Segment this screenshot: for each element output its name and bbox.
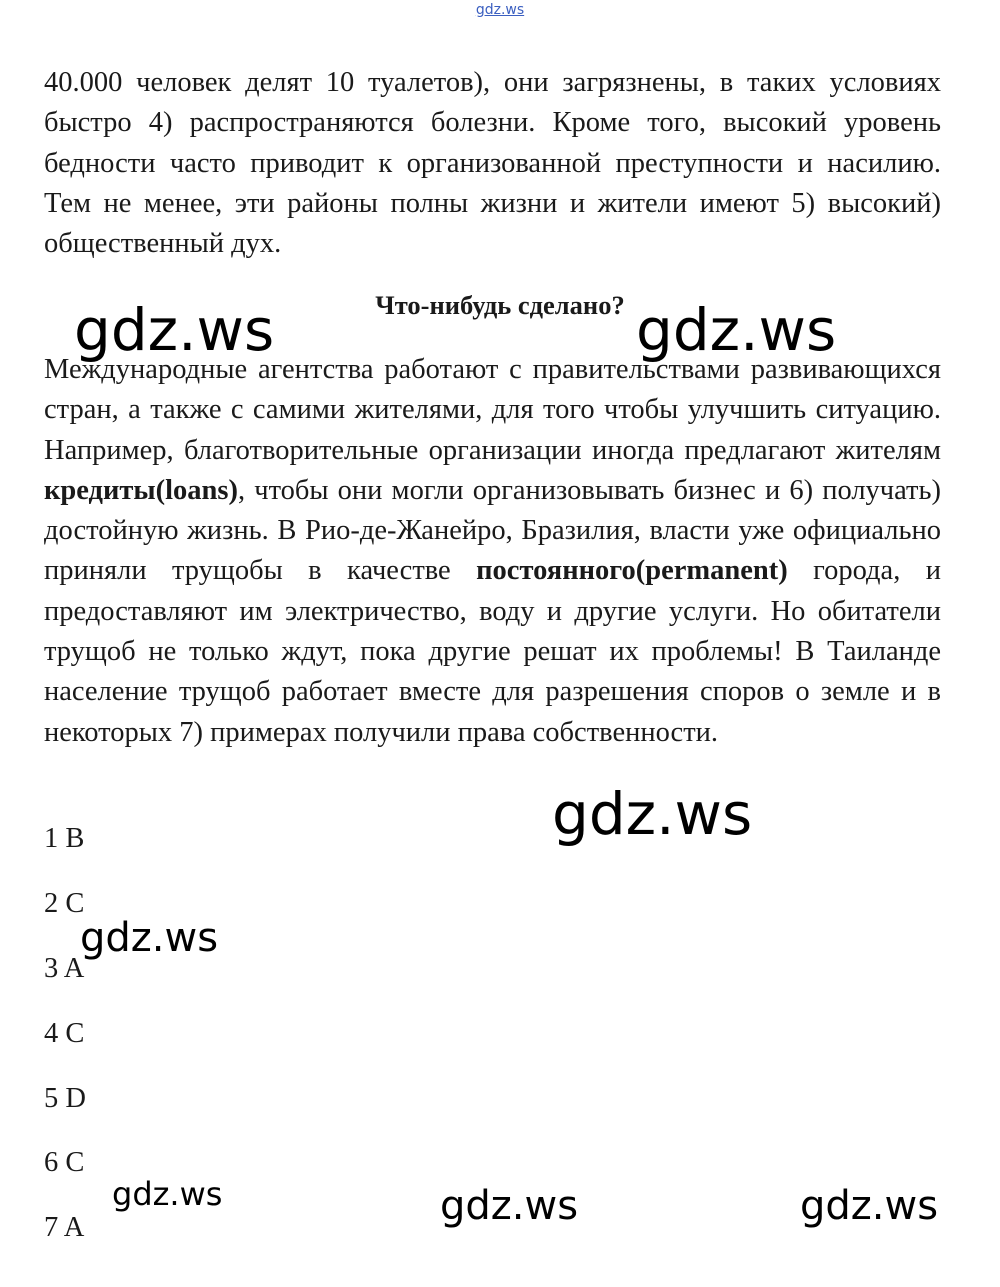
top-watermark-link[interactable]: gdz.ws <box>475 2 525 18</box>
bold-term-loans: кредиты(loans) <box>44 474 238 506</box>
watermark: gdz.ws <box>800 1183 939 1229</box>
paragraph-1: 40.000 человек делят 10 туалетов), они загрязнены, в таких условиях быстро 4) распространяются болезни. Кроме того, высокий уровень бедности часто приводит к организованной преступности и насилию. Тем не менее, эти районы полны жизни и жители имеют 5) высокий) общественный дух. <box>44 67 941 260</box>
bold-term-permanent: постоянного(permanent) <box>476 555 788 587</box>
watermark: gdz.ws <box>440 1183 579 1229</box>
section-heading: Что-нибудь сделано? <box>375 290 625 320</box>
paragraph-2-text-3: города, и предоставляют им электричество, воду и другие услуги. Но обитатели трущоб не только ждут, пока другие решат их проблемы! В Таиланде население трущоб работает вместе для разрешения споров о земле и в некоторых 7) примерах получили права собственности. <box>44 555 941 748</box>
watermark: gdz.ws <box>74 296 275 364</box>
answer-4: 4 C <box>44 1018 85 1049</box>
paragraph-2-text-1: Международные агентства работают с правительствами развивающихся стран, а также с самими жителями, для того чтобы улучшить ситуацию. Например, благотворительные организации иногда предлагают жителям <box>44 354 941 466</box>
answer-5: 5 D <box>44 1083 86 1114</box>
answer-6: 6 C <box>44 1147 85 1178</box>
paragraph-2 <box>44 350 941 753</box>
watermark: gdz.ws <box>552 780 753 848</box>
watermark: gdz.ws <box>112 1175 223 1213</box>
answer-1: 1 B <box>44 823 85 854</box>
watermark: gdz.ws <box>636 296 837 364</box>
answer-3: 3 A <box>44 953 85 984</box>
watermark: gdz.ws <box>80 915 219 961</box>
paragraph-2-text-2: , чтобы они могли организовывать бизнес и 6) получать) достойную жизнь. В Рио-де-Жанейро, Бразилия, власти уже официально приняли трущобы в качестве <box>44 474 941 587</box>
answer-7: 7 A <box>44 1212 85 1243</box>
answer-2: 2 C <box>44 888 85 919</box>
